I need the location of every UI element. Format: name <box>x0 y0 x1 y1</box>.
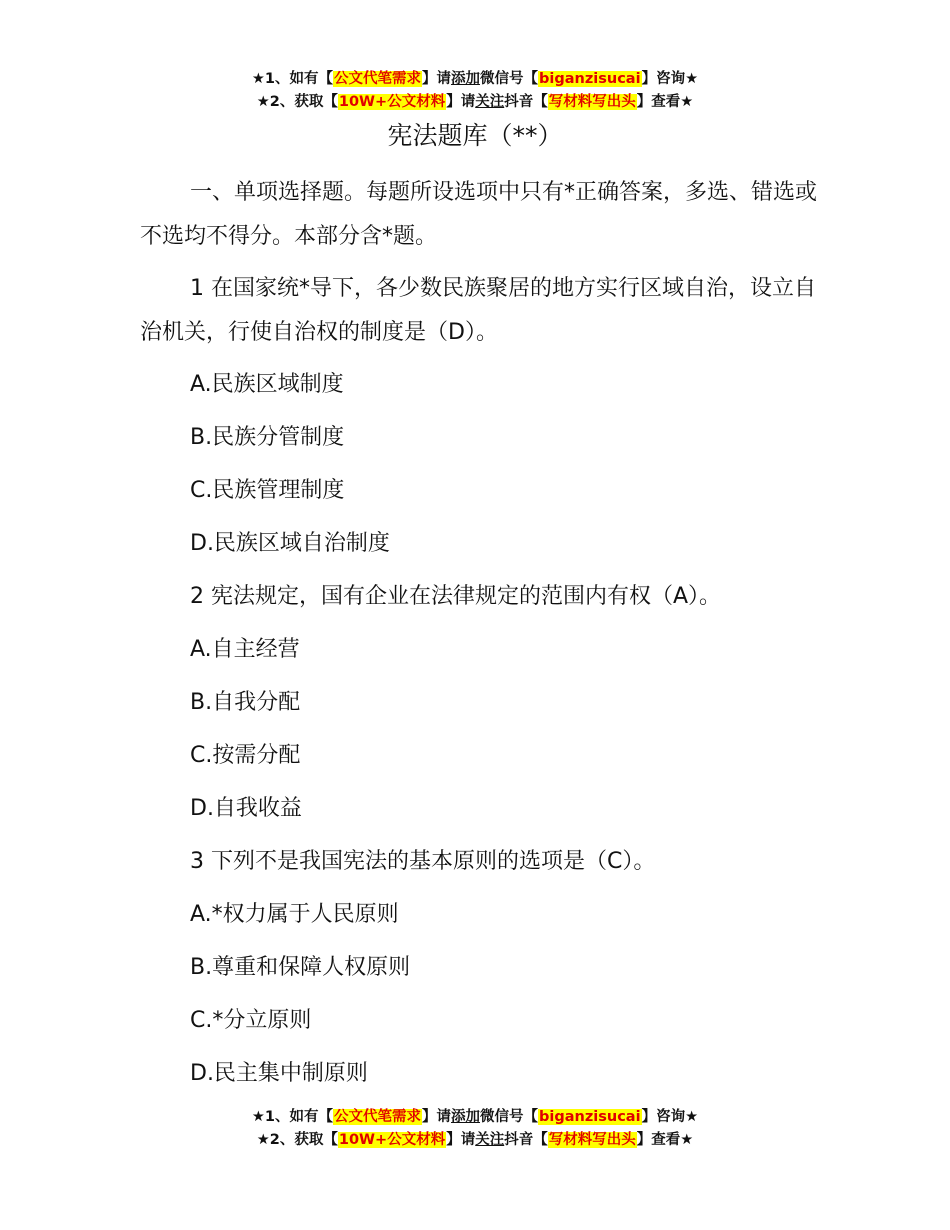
banner-line-2 <box>0 1129 950 1152</box>
option-item: C.*分立原则 <box>190 1008 312 1033</box>
underlined-text: 关注 <box>475 1132 505 1148</box>
banner-line-2 <box>0 91 950 114</box>
banner-text: ★1、如有【 <box>251 71 334 87</box>
banner-text: ★2、获取【 <box>256 1132 338 1148</box>
banner-text: 】请 <box>446 94 476 110</box>
banner-text: 】请 <box>422 71 452 87</box>
banner-text: 抖音【 <box>504 94 548 110</box>
banner-text: 】请 <box>422 1109 452 1125</box>
highlight-service: 公文代笔需求 <box>334 71 422 87</box>
option-item: D.民族区域自治制度 <box>190 531 390 556</box>
option-item: A.*权力属于人民原则 <box>190 902 399 927</box>
underlined-text: 关注 <box>475 94 505 110</box>
banner-line-1 <box>0 1106 950 1129</box>
option-item: D.民主集中制原则 <box>190 1061 368 1086</box>
section-intro: 一、单项选择题。每题所设选项中只有*正确答案，多选、错选或不选均不得分。本部分含*题。 <box>140 180 818 249</box>
footer-banner <box>0 1106 950 1152</box>
highlight-wechat-id: biganzisucai <box>539 71 641 87</box>
banner-text: 】咨询★ <box>641 1109 699 1125</box>
header-banner <box>0 68 950 114</box>
banner-text: ★1、如有【 <box>251 1109 334 1125</box>
highlight-materials: 10W+公文材料 <box>338 1132 446 1148</box>
underlined-text: 添加 <box>451 71 481 87</box>
document-body <box>140 171 830 1105</box>
option-item: B.自我分配 <box>190 690 301 715</box>
option-item: C.按需分配 <box>190 743 301 768</box>
option-item: B.民族分管制度 <box>190 425 345 450</box>
option-item: A.民族区域制度 <box>190 372 344 397</box>
banner-text: ★2、获取【 <box>256 94 338 110</box>
banner-text: 微信号【 <box>480 1109 539 1125</box>
banner-text: 】查看★ <box>636 94 694 110</box>
option-item: A.自主经营 <box>190 637 300 662</box>
question-stem: 3 下列不是我国宪法的基本原则的选项是（C）。 <box>190 849 656 874</box>
banner-text: 】查看★ <box>636 1132 694 1148</box>
highlight-service: 公文代笔需求 <box>334 1109 422 1125</box>
option-item: D.自我收益 <box>190 796 302 821</box>
highlight-douyin-account: 写材料写出头 <box>548 1132 636 1148</box>
option-item: B.尊重和保障人权原则 <box>190 955 411 980</box>
highlight-materials: 10W+公文材料 <box>338 94 446 110</box>
banner-text: 】请 <box>446 1132 476 1148</box>
banner-text: 微信号【 <box>480 71 539 87</box>
question-stem: 2 宪法规定，国有企业在法律规定的范围内有权（A）。 <box>190 584 722 609</box>
page-title: 宪法题库（**） <box>387 121 563 150</box>
highlight-wechat-id: biganzisucai <box>539 1109 641 1125</box>
banner-text: 】咨询★ <box>641 71 699 87</box>
highlight-douyin-account: 写材料写出头 <box>548 94 636 110</box>
question-stem: 1 在国家统*导下，各少数民族聚居的地方实行区域自治，设立自治机关，行使自治权的制度是（D）。 <box>140 276 816 345</box>
underlined-text: 添加 <box>451 1109 481 1125</box>
banner-line-1 <box>0 68 950 91</box>
option-item: C.民族管理制度 <box>190 478 345 503</box>
banner-text: 抖音【 <box>504 1132 548 1148</box>
